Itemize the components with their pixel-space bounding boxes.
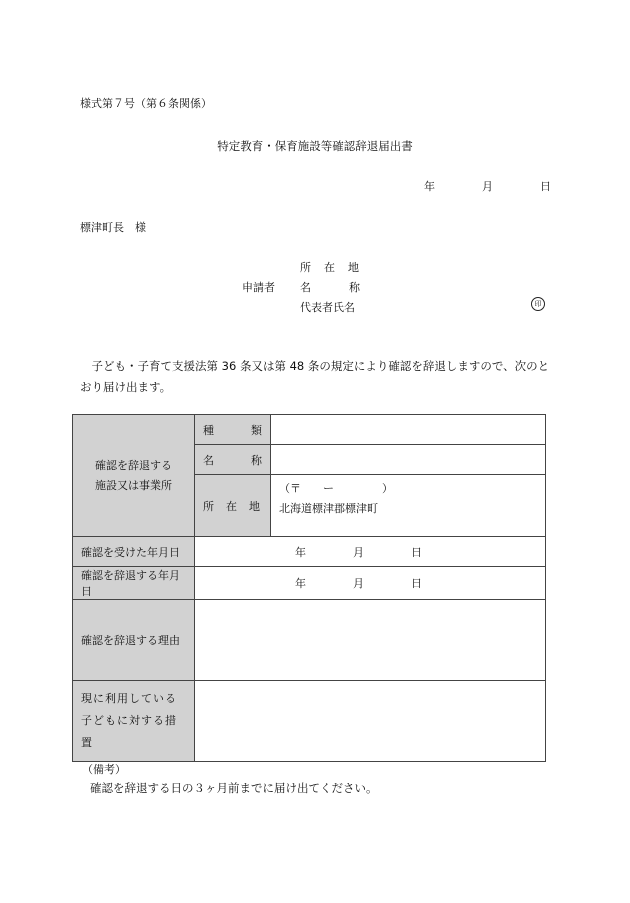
name-label-char-1: 名 bbox=[203, 453, 214, 467]
received-date-value[interactable] bbox=[195, 537, 546, 567]
measures-line-2: 子どもに対する措置 bbox=[81, 714, 177, 749]
notes-heading: （備考） bbox=[82, 763, 126, 776]
table-row bbox=[73, 600, 546, 681]
table-row bbox=[73, 415, 546, 445]
type-label-cell bbox=[195, 415, 271, 445]
name-label-char-2: 称 bbox=[251, 453, 262, 467]
measures-label bbox=[73, 681, 195, 762]
received-month-label: 月 bbox=[353, 545, 364, 559]
date-year-label: 年 bbox=[424, 180, 435, 193]
measures-line-1: 現に利用している bbox=[81, 692, 177, 705]
name-value-cell[interactable] bbox=[271, 445, 546, 475]
location-value-cell[interactable] bbox=[271, 475, 546, 537]
location-label-char-2: 在 bbox=[226, 499, 237, 513]
applicant-name-char-1: 名 bbox=[300, 281, 311, 294]
postal-close: ） bbox=[382, 482, 393, 495]
seal-mark: 印 bbox=[531, 297, 545, 311]
document-title: 特定教育・保育施設等確認辞退届出書 bbox=[217, 139, 413, 153]
withdraw-day-label: 日 bbox=[411, 577, 422, 590]
notes-text: 確認を辞退する日の３ヶ月前までに届け出てください。 bbox=[90, 781, 378, 795]
applicant-name-label bbox=[300, 279, 360, 295]
measures-value-cell[interactable] bbox=[195, 681, 546, 762]
date-day-label: 日 bbox=[540, 180, 551, 193]
withdraw-date-value[interactable] bbox=[195, 567, 546, 600]
withdraw-date-label: 確認を辞退する年月日 bbox=[73, 567, 195, 600]
type-label-char-1: 種 bbox=[203, 423, 214, 437]
table-row bbox=[73, 681, 546, 762]
postal-dash: ー bbox=[323, 482, 334, 495]
withdraw-year-label: 年 bbox=[295, 577, 306, 590]
table-row bbox=[73, 537, 546, 567]
reason-value-cell[interactable] bbox=[195, 600, 546, 681]
table-row bbox=[73, 567, 546, 600]
location-label-char-1: 所 bbox=[203, 499, 214, 513]
location-label-char-3: 地 bbox=[249, 499, 260, 513]
applicant-name-char-2: 称 bbox=[349, 281, 360, 294]
address-prefix: 北海道標津郡標津町 bbox=[279, 502, 378, 515]
facility-group-label bbox=[73, 415, 195, 537]
applicant-role-label: 申請者 bbox=[242, 281, 275, 294]
applicant-location-label: 所 在 地 bbox=[300, 261, 360, 274]
name-label-cell bbox=[195, 445, 271, 475]
facility-group-line-1: 確認を辞退する bbox=[95, 458, 172, 472]
type-label-char-2: 類 bbox=[251, 423, 262, 437]
withdrawal-form-table bbox=[72, 414, 546, 762]
addressee: 標津町長 様 bbox=[80, 221, 146, 234]
facility-group-line-2: 施設又は事業所 bbox=[95, 478, 172, 492]
type-value-cell[interactable] bbox=[271, 415, 546, 445]
withdraw-month-label: 月 bbox=[353, 577, 364, 590]
received-year-label: 年 bbox=[295, 545, 306, 559]
location-label-cell bbox=[195, 475, 271, 537]
body-text: 子ども・子育て支援法第 36 条又は第 48 条の規定により確認を辞退しますので、次のとおり届け出ます。 bbox=[80, 359, 550, 394]
date-month-label: 月 bbox=[482, 180, 493, 193]
postal-code-line bbox=[279, 479, 537, 499]
representative-label: 代表者氏名 bbox=[300, 301, 355, 314]
postal-open: （〒 bbox=[279, 482, 301, 495]
received-date-label: 確認を受けた年月日 bbox=[73, 537, 195, 567]
reason-label: 確認を辞退する理由 bbox=[73, 600, 195, 681]
received-day-label: 日 bbox=[411, 545, 422, 559]
form-number: 様式第７号（第６条関係） bbox=[80, 97, 212, 110]
